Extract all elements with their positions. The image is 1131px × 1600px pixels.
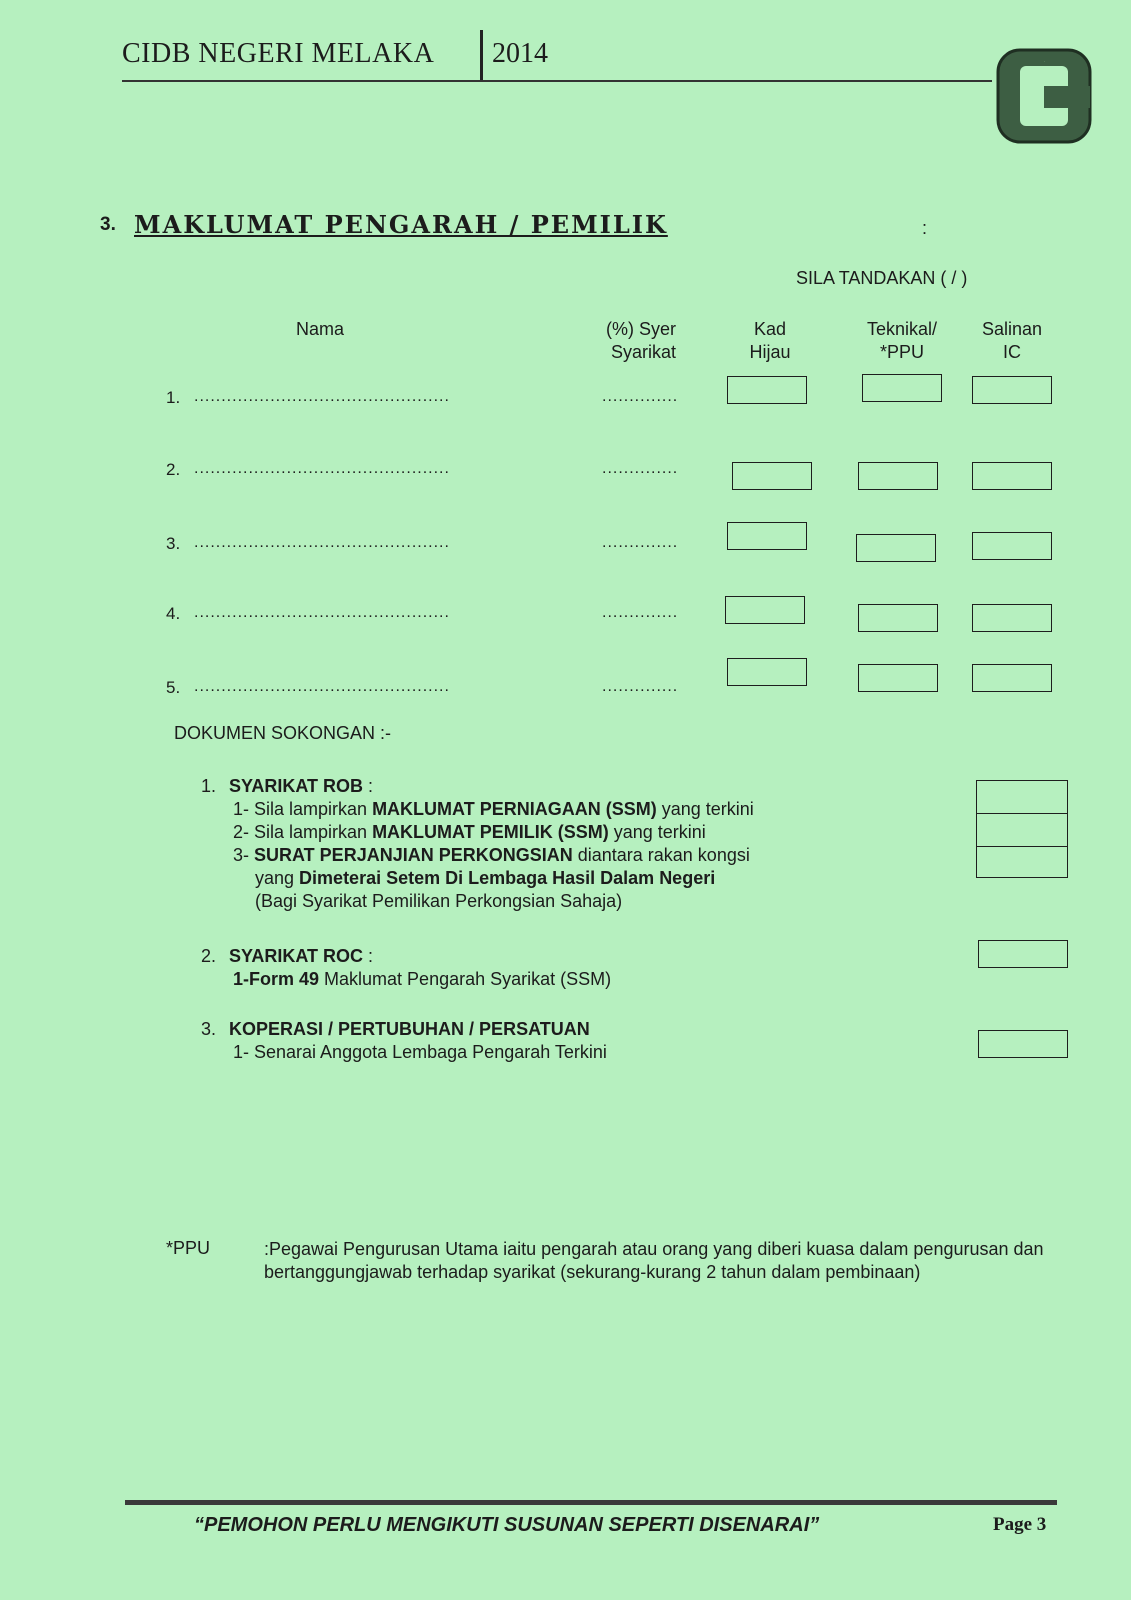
dokumen-heading: DOKUMEN SOKONGAN :- [174,723,392,743]
row-number: 2. [166,460,181,479]
checkbox-rob-2[interactable] [977,814,1067,847]
rob-line3-pre: 3- [233,845,255,865]
rob-line1-bold: MAKLUMAT PERNIAGAAN (SSM) [372,799,657,819]
name-field[interactable]: ............................................... [194,678,450,695]
roc-block [201,945,901,991]
roc-colon: : [363,946,374,966]
column-teknikal-line2: *PPU [879,342,924,362]
name-field[interactable]: ............................................... [194,534,450,551]
column-teknikal [852,318,952,364]
column-salinan-ic [972,318,1052,364]
column-syer [606,318,676,364]
checkbox-salinan-ic[interactable] [972,664,1052,692]
koperasi-block [201,1018,901,1064]
section-title: MAKLUMAT PENGARAH / PEMILIK [134,210,668,239]
column-kad-line2: Hijau [749,342,791,362]
row-number: 3. [166,534,181,553]
rob-checkbox-group [976,780,1068,878]
checkbox-kad-hijau[interactable] [727,376,807,404]
header-year: 2014 [492,38,548,69]
checkbox-rob-1[interactable] [977,781,1067,814]
share-field[interactable]: .............. [602,460,679,477]
rob-line4-pre: yang [255,868,300,888]
roc-number: 2. [201,946,217,966]
checkbox-teknikal[interactable] [856,534,936,562]
rob-number: 1. [201,776,217,796]
column-salinan-line2: IC [1003,342,1021,362]
koperasi-number: 3. [201,1019,217,1039]
section-number: 3. [100,214,116,235]
footnote-text: :Pegawai Pengurusan Utama iaitu pengarah atau orang yang diberi kuasa dalam pengurusan dan bertanggungjawab terhadap syarikat (sekurang-kurang 2 tahun dalam pembinaan) [264,1239,1044,1282]
cidb-logo-icon [990,42,1098,150]
checkbox-teknikal[interactable] [862,374,942,402]
checkbox-rob-3[interactable] [977,847,1067,877]
roc-title: SYARIKAT ROC [229,946,364,966]
checkbox-teknikal[interactable] [858,664,938,692]
checkbox-salinan-ic[interactable] [972,604,1052,632]
column-kad-hijau [740,318,800,364]
rob-line2-post: yang terkini [608,822,706,842]
row-number: 5. [166,678,181,697]
checkbox-salinan-ic[interactable] [972,376,1052,404]
rob-title: SYARIKAT ROB [229,776,364,796]
column-salinan-line1: Salinan [981,319,1043,339]
rob-line5: (Bagi Syarikat Pemilikan Perkongsian Sahaja) [255,891,623,911]
rob-line1-pre: 1- Sila lampirkan [233,799,373,819]
checkbox-kad-hijau[interactable] [727,522,807,550]
checkbox-kad-hijau[interactable] [732,462,812,490]
header-divider [480,30,483,80]
header-title: CIDB NEGERI MELAKA [122,38,435,69]
rob-line1-post: yang terkini [656,799,754,819]
footer-quote: “PEMOHON PERLU MENGIKUTI SUSUNAN SEPERTI DISENARAI” [194,1514,820,1536]
footnote-label: *PPU [166,1238,211,1258]
rob-colon: : [363,776,374,796]
footer-rule [125,1500,1057,1505]
share-field[interactable]: .............. [602,534,679,551]
rob-block [201,775,901,913]
logo-letter: C [1044,62,1045,63]
column-kad-line1: Kad [753,319,787,339]
checkbox-kad-hijau[interactable] [725,596,805,624]
share-field[interactable]: .............. [602,604,679,621]
share-field[interactable]: .............. [602,388,679,405]
page-number: Page 3 [993,1514,1047,1535]
checkbox-koperasi[interactable] [978,1030,1068,1058]
checkbox-teknikal[interactable] [858,604,938,632]
row-number: 4. [166,604,181,623]
column-nama: Nama [296,319,345,339]
rob-line2-bold: MAKLUMAT PEMILIK (SSM) [372,822,609,842]
column-syer-line2: Syarikat [610,342,677,362]
koperasi-line1: 1- Senarai Anggota Lembaga Pengarah Terkini [233,1042,607,1062]
rob-line4-bold: Dimeterai Setem Di Lembaga Hasil Dalam Negeri [299,868,716,888]
roc-line1-post: Maklumat Pengarah Syarikat (SSM) [319,969,612,989]
rob-line3-bold: SURAT PERJANJIAN PERKONGSIAN [254,845,573,865]
row-number: 1. [166,388,181,407]
share-field[interactable]: .............. [602,678,679,695]
header-rule [122,80,992,82]
koperasi-title: KOPERASI / PERTUBUHAN / PERSATUAN [229,1019,590,1039]
rob-line3-post: diantara rakan kongsi [572,845,750,865]
column-teknikal-line1: Teknikal/ [866,319,938,339]
column-syer-line1: (%) Syer [606,319,677,339]
checkbox-teknikal[interactable] [858,462,938,490]
checkbox-salinan-ic[interactable] [972,532,1052,560]
checkbox-salinan-ic[interactable] [972,462,1052,490]
checkbox-roc[interactable] [978,940,1068,968]
section-colon: : [922,218,928,238]
instruction-text: SILA TANDAKAN ( / ) [796,268,968,288]
name-field[interactable]: ............................................... [194,604,450,621]
name-field[interactable]: ............................................... [194,388,450,405]
rob-line2-pre: 2- Sila lampirkan [233,822,373,842]
checkbox-kad-hijau[interactable] [727,658,807,686]
name-field[interactable]: ............................................... [194,460,450,477]
roc-line1-bold: 1-Form 49 [233,969,320,989]
